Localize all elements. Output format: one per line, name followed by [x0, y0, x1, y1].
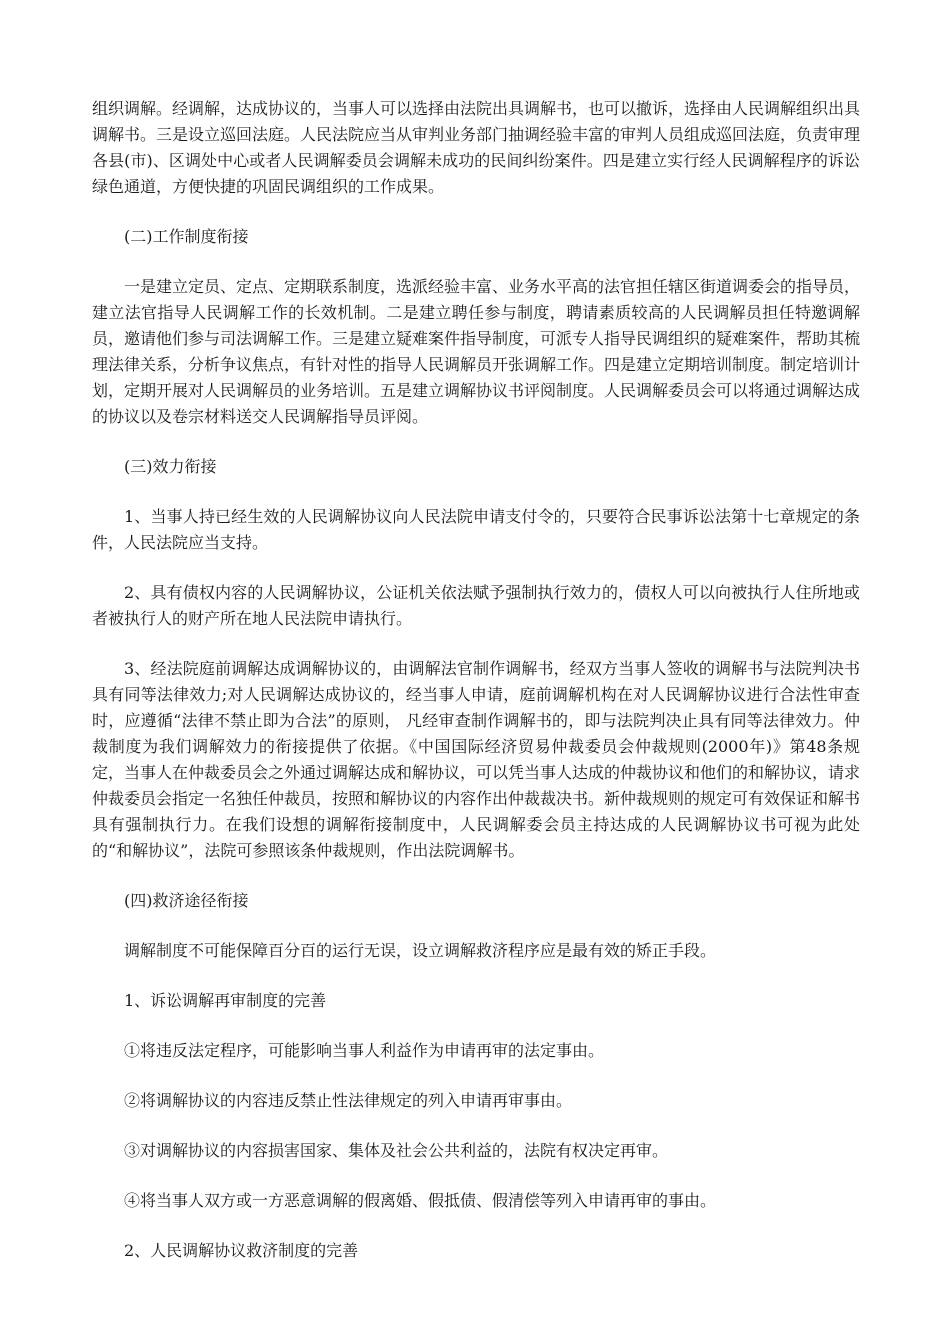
- paragraph-intro: 组织调解。经调解，达成协议的，当事人可以选择由法院出具调解书，也可以撤诉，选择由人民调解组织出具调解书。三是设立巡回法庭。人民法院应当从审判业务部门抽调经验丰富的审判人员组成巡回法庭，负责审理各县(市)、区调处中心或者人民调解委员会调解未成功的民间纠纷案件。四是建立实行经人民调解程序的诉讼绿色通道，方便快捷的巩固民调组织的工作成果。: [92, 99, 861, 196]
- section-heading-effect: (三)效力衔接: [124, 457, 217, 476]
- paragraph-remedy-1c: ③对调解协议的内容损害国家、集体及社会公共利益的，法院有权决定再审。: [124, 1141, 669, 1160]
- paragraph-remedy-1a: ①将违反法定程序，可能影响当事人利益作为申请再审的法定事由。: [124, 1041, 605, 1060]
- paragraph-effect-1: 1、当事人持已经生效的人民调解协议向人民法院申请支付令的，只要符合民事诉讼法第十七章规定的条件，人民法院应当支持。: [92, 507, 860, 552]
- paragraph-remedy-1d: ④将当事人双方或一方恶意调解的假离婚、假抵债、假清偿等列入申请再审的事由。: [124, 1191, 717, 1210]
- section-heading-work-system: (二)工作制度衔接: [124, 227, 249, 246]
- paragraph-work-system: 一是建立定员、定点、定期联系制度，选派经验丰富、业务水平高的法官担任辖区街道调委会的指导员，建立法官指导人民调解工作的长效机制。二是建立聘任参与制度，聘请素质较高的人民调解员担任特邀调解员，邀请他们参与司法调解工作。三是建立疑难案件指导制度，可派专人指导民调组织的疑难案件，帮助其梳理法律关系，分析争议焦点，有针对性的指导人民调解员开张调解工作。四是建立定期培训制度。制定培训计划，定期开展对人民调解员的业务培训。五是建立调解协议书评阅制度。人民调解委员会可以将通过调解达成的协议以及卷宗材料送交人民调解指导员评阅。: [92, 277, 861, 426]
- paragraph-effect-2: 2、具有债权内容的人民调解协议，公证机关依法赋予强制执行效力的，债权人可以向被执行人住所地或者被执行人的财产所在地人民法院申请执行。: [92, 583, 860, 628]
- paragraph-remedy: 调解制度不可能保障百分百的运行无误，设立调解救济程序应是最有效的矫正手段。: [124, 941, 717, 960]
- paragraph-remedy-2: 2、人民调解协议救济制度的完善: [124, 1241, 359, 1260]
- section-heading-remedy: (四)救济途径衔接: [124, 891, 249, 910]
- paragraph-remedy-1: 1、诉讼调解再审制度的完善: [124, 991, 327, 1010]
- paragraph-effect-3: 3、经法院庭前调解达成调解协议的，由调解法官制作调解书，经双方当事人签收的调解书与法院判决书具有同等法律效力;对人民调解达成协议的，经当事人申请，庭前调解机构在对人民调解协议进行合法性审查时，应遵循“法律不禁止即为合法”的原则， 凡经审查制作调解书的，即与法院判决止具有同等法律效力。仲裁制度为我们调解效力的衔接提供了依据。《中国国际经济贸易仲裁委员会仲裁规则(2000年)》第48条规定，当事人在仲裁委员会之外通过调解达成和解协议，可以凭当事人达成的仲裁协议和他们的和解协议，请求仲裁委员会指定一名独任仲裁员，按照和解协议的内容作出仲裁裁决书。新仲裁规则的规定可有效保证和解书具有强制执行力。在我们设想的调解衔接制度中，人民调解委会员主持达成的人民调解协议书可视为此处的“和解协议”，法院可参照该条仲裁规则，作出法院调解书。: [92, 659, 861, 860]
- document-body: [92, 96, 860, 1288]
- paragraph-remedy-1b: ②将调解协议的内容违反禁止性法律规定的列入申请再审事由。: [124, 1091, 573, 1110]
